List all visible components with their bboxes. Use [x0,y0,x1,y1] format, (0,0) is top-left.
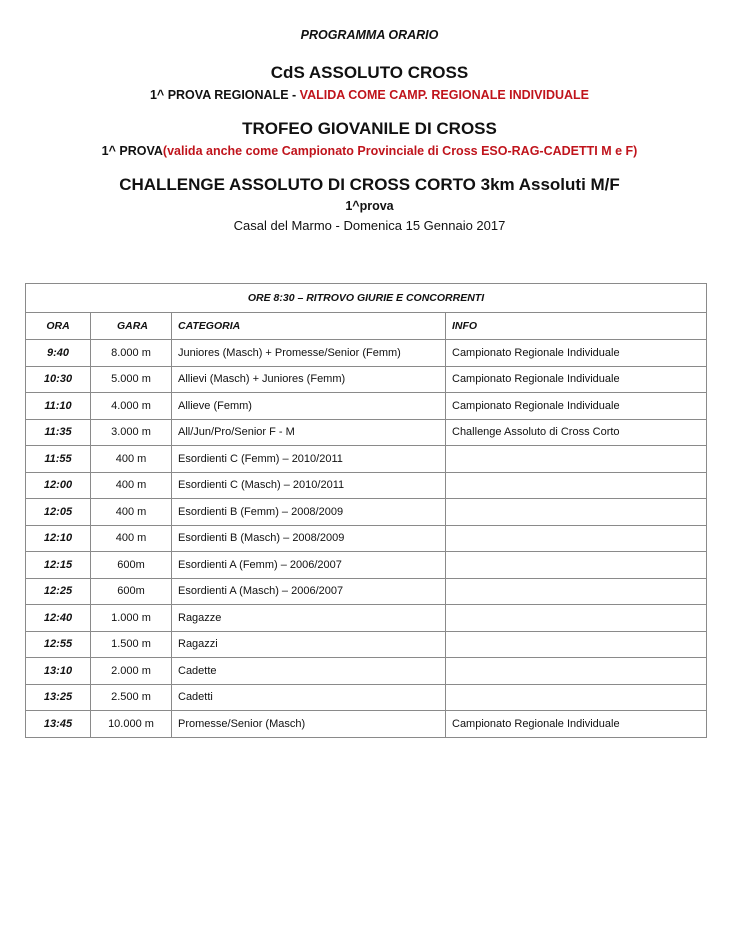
programma-heading: PROGRAMMA ORARIO [300,28,439,42]
cell-gara: 400 m [91,499,172,526]
prova2-label: 1^ PROVA [101,144,163,158]
table-row [26,419,707,446]
schedule-table [25,283,707,738]
table-row [26,472,707,499]
col-header-ora: ORA [26,313,91,340]
cell-ora: 12:00 [26,472,91,499]
cell-info [446,446,707,473]
cell-info [446,578,707,605]
table-row [26,552,707,579]
cell-categoria: Ragazzi [172,631,446,658]
cell-gara: 1.500 m [91,631,172,658]
cell-gara: 400 m [91,472,172,499]
cell-ora: 12:55 [26,631,91,658]
cell-categoria: Esordienti C (Femm) – 2010/2011 [172,446,446,473]
cell-info [446,472,707,499]
cell-categoria: Esordienti A (Masch) – 2006/2007 [172,578,446,605]
table-row [26,631,707,658]
cell-ora: 13:10 [26,658,91,685]
cell-categoria: Ragazze [172,605,446,632]
prova1-line [0,88,739,102]
cell-categoria: Esordienti A (Femm) – 2006/2007 [172,552,446,579]
cell-ora: 12:10 [26,525,91,552]
table-row [26,446,707,473]
cell-gara: 600m [91,552,172,579]
cell-ora: 9:40 [26,340,91,367]
cell-categoria: All/Jun/Pro/Senior F - M [172,419,446,446]
table-row [26,499,707,526]
cell-gara: 3.000 m [91,419,172,446]
cell-info: Challenge Assoluto di Cross Corto [446,419,707,446]
cell-ora: 12:25 [26,578,91,605]
cell-ora: 11:55 [26,446,91,473]
banner-cell: ORE 8:30 – RITROVO GIURIE E CONCORRENTI [26,284,707,313]
cell-info [446,552,707,579]
cell-gara: 5.000 m [91,366,172,393]
cell-gara: 10.000 m [91,711,172,738]
cell-info [446,658,707,685]
trofeo-title: TROFEO GIOVANILE DI CROSS [242,119,497,138]
header-row [26,313,707,340]
cell-ora: 11:35 [26,419,91,446]
cell-ora: 12:15 [26,552,91,579]
cell-info [446,631,707,658]
table-row [26,366,707,393]
cell-gara: 600m [91,578,172,605]
col-header-categoria: CATEGORIA [172,313,446,340]
col-header-info: INFO [446,313,707,340]
cell-info [446,499,707,526]
cell-ora: 13:25 [26,684,91,711]
cell-ora: 11:10 [26,393,91,420]
cell-info: Campionato Regionale Individuale [446,366,707,393]
cell-categoria: Cadetti [172,684,446,711]
cell-categoria: Juniores (Masch) + Promesse/Senior (Femm) [172,340,446,367]
prova1-validity: VALIDA COME CAMP. REGIONALE INDIVIDUALE [299,88,590,102]
table-row [26,578,707,605]
cell-info: Campionato Regionale Individuale [446,711,707,738]
cell-info [446,605,707,632]
cell-categoria: Cadette [172,658,446,685]
table-row [26,658,707,685]
cell-gara: 8.000 m [91,340,172,367]
cell-ora: 10:30 [26,366,91,393]
prova3-line: 1^prova [345,199,394,213]
cell-info: Campionato Regionale Individuale [446,340,707,367]
cell-info: Campionato Regionale Individuale [446,393,707,420]
cell-gara: 1.000 m [91,605,172,632]
venue-date: Casal del Marmo - Domenica 15 Gennaio 2017 [233,218,506,233]
cell-info [446,525,707,552]
table-row [26,684,707,711]
table-row [26,393,707,420]
cell-categoria: Promesse/Senior (Masch) [172,711,446,738]
cell-gara: 4.000 m [91,393,172,420]
prova1-label: 1^ PROVA REGIONALE - [149,88,300,102]
cell-categoria: Esordienti B (Femm) – 2008/2009 [172,499,446,526]
cell-categoria: Esordienti B (Masch) – 2008/2009 [172,525,446,552]
cell-categoria: Allieve (Femm) [172,393,446,420]
cell-gara: 400 m [91,446,172,473]
challenge-title: CHALLENGE ASSOLUTO DI CROSS CORTO 3km Assoluti M/F [119,175,620,194]
cell-categoria: Esordienti C (Masch) – 2010/2011 [172,472,446,499]
table-row [26,605,707,632]
prova2-validity: (valida anche come Campionato Provinciale di Cross ESO-RAG-CADETTI M e F) [162,144,638,158]
cell-ora: 12:40 [26,605,91,632]
cell-ora: 12:05 [26,499,91,526]
table-row [26,340,707,367]
prova2-line [0,144,739,158]
col-header-gara: GARA [91,313,172,340]
cds-title: CdS ASSOLUTO CROSS [270,63,469,82]
cell-info [446,684,707,711]
cell-gara: 2.500 m [91,684,172,711]
table-row [26,525,707,552]
cell-ora: 13:45 [26,711,91,738]
cell-categoria: Allievi (Masch) + Juniores (Femm) [172,366,446,393]
banner-row [26,284,707,313]
table-row [26,711,707,738]
cell-gara: 400 m [91,525,172,552]
cell-gara: 2.000 m [91,658,172,685]
